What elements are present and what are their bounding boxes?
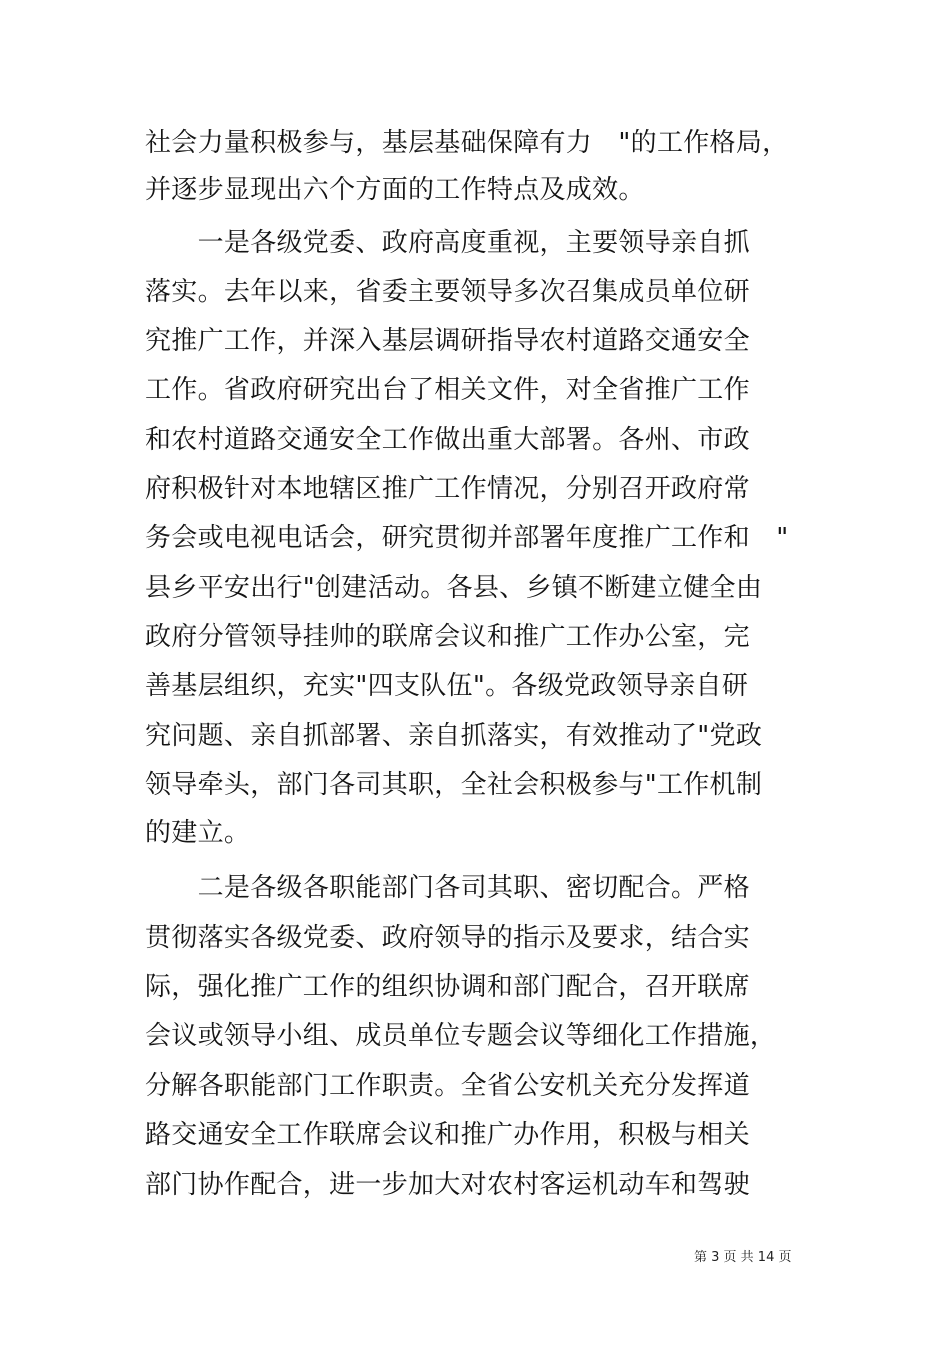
text-line: 务会或电视电话会，研究贯彻并部署年度推广工作和 " — [145, 523, 789, 553]
text-line: 社会力量积极参与，基层基础保障有力 "的工作格局， — [145, 128, 789, 158]
text-line: 贯彻落实各级党委、政府领导的指示及要求，结合实 — [145, 923, 750, 953]
text-line: 县乡平安出行"创建活动。各县、乡镇不断建立健全由 — [145, 573, 763, 603]
text-line: 领导牵头，部门各司其职，全社会积极参与"工作机制 — [145, 770, 763, 800]
text-line: 工作。省政府研究出台了相关文件，对全省推广工作 — [145, 375, 750, 405]
text-line: 善基层组织，充实"四支队伍"。各级党政领导亲自研 — [145, 671, 749, 701]
text-line: 的建立。 — [145, 818, 251, 848]
text-line: 和农村道路交通安全工作做出重大部署。各州、市政 — [145, 425, 750, 455]
text-line: 二是各级各职能部门各司其职、密切配合。严格 — [145, 873, 750, 903]
text-line: 会议或领导小组、成员单位专题会议等细化工作措施， — [145, 1021, 777, 1051]
text-line: 落实。去年以来，省委主要领导多次召集成员单位研 — [145, 277, 750, 307]
text-line: 究推广工作，并深入基层调研指导农村道路交通安全 — [145, 326, 750, 356]
text-line: 政府分管领导挂帅的联席会议和推广工作办公室，完 — [145, 622, 750, 652]
text-line: 际，强化推广工作的组织协调和部门配合，召开联席 — [145, 972, 750, 1002]
text-line: 分解各职能部门工作职责。全省公安机关充分发挥道 — [145, 1071, 750, 1101]
text-line: 究问题、亲自抓部署、亲自抓落实，有效推动了"党政 — [145, 721, 763, 751]
text-line: 部门协作配合，进一步加大对农村客运机动车和驾驶 — [145, 1170, 750, 1200]
text-line: 并逐步显现出六个方面的工作特点及成效。 — [145, 175, 645, 205]
text-line: 路交通安全工作联席会议和推广办作用，积极与相关 — [145, 1120, 750, 1150]
text-line: 一是各级党委、政府高度重视，主要领导亲自抓 — [145, 228, 750, 258]
page-number-footer: 第 3 页 共 14 页 — [694, 1250, 792, 1265]
text-line: 府积极针对本地辖区推广工作情况，分别召开政府常 — [145, 474, 750, 504]
